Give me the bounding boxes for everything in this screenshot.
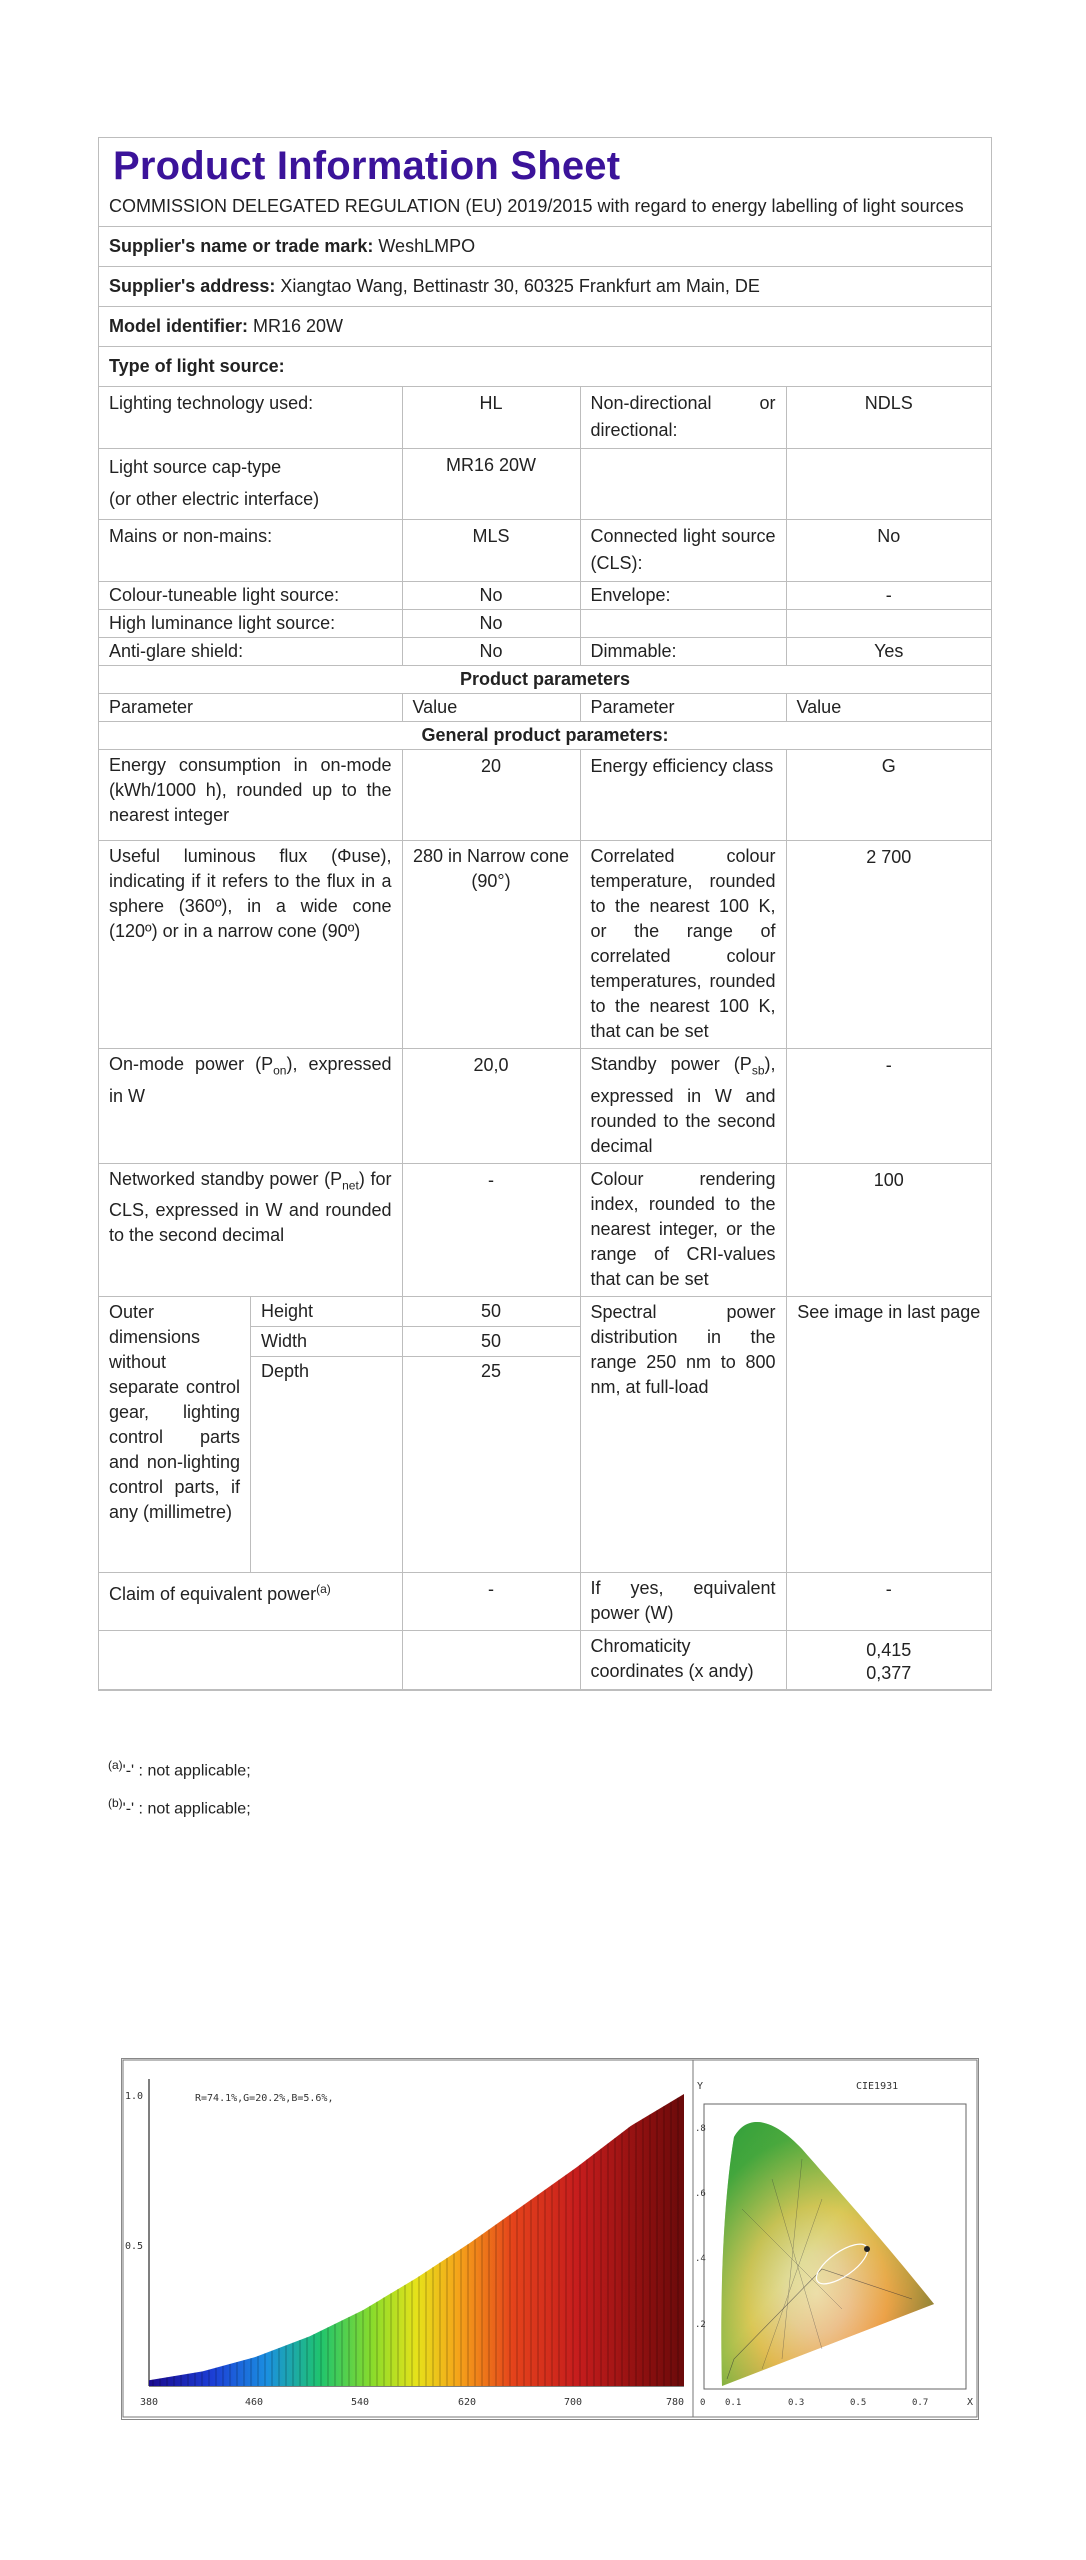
- cie-x-tick: 0.3: [788, 2398, 805, 2408]
- param-value: -: [786, 1049, 991, 1164]
- table-row: [99, 582, 991, 610]
- param-label: Correlated colour temperature, rounded to the nearest 100 K, or the range of correlated colour temperatures, rounded to the nearest 100 K, that can be set: [580, 841, 786, 1049]
- column-header-parameter: Parameter: [99, 694, 402, 722]
- supplier-name-label: Supplier's name or trade mark:: [109, 236, 374, 256]
- param-label: [99, 1163, 402, 1296]
- table-row: [99, 638, 991, 666]
- product-information-sheet: [98, 137, 992, 1691]
- param-value: MLS: [402, 520, 580, 582]
- onmode-subscript: on: [273, 1063, 287, 1078]
- cie-y-tick: .6: [695, 2189, 706, 2199]
- footnote: [108, 1787, 251, 1825]
- param-label: High luminance light source:: [99, 610, 402, 638]
- param-value: -: [786, 582, 991, 610]
- networked-label-a: Networked standby power (P: [109, 1168, 343, 1189]
- param-label: Colour rendering index, rounded to the nearest integer, or the range of CRI-values that can be set: [580, 1163, 786, 1296]
- claim-label: Claim of equivalent power: [109, 1583, 317, 1604]
- x-tick-label: 700: [564, 2397, 583, 2408]
- supplier-address-label: Supplier's address:: [109, 276, 276, 296]
- footnote-marker: (b): [108, 1796, 123, 1811]
- param-value: 100: [786, 1163, 991, 1296]
- table-row: [99, 1296, 991, 1572]
- spectrum-and-cie-svg: [122, 2059, 978, 2419]
- cie-x-tick: 0: [700, 2398, 706, 2408]
- param-label: Light source cap-type (or other electric interface): [99, 449, 402, 520]
- dimensions-values-cell: [402, 1296, 580, 1572]
- supplier-address-value: Xiangtao Wang, Bettinastr 30, 60325 Frankfurt am Main, DE: [280, 276, 760, 296]
- table-row: [99, 610, 991, 638]
- standby-label-a: Standby power (P: [590, 1054, 752, 1074]
- table-row: [99, 1572, 991, 1630]
- footnote-text: '-' : not applicable;: [122, 1762, 251, 1780]
- param-value: No: [402, 638, 580, 666]
- onmode-label-a: On-mode power (P: [109, 1054, 274, 1074]
- chromaticity-y: 0,377: [866, 1662, 912, 1683]
- model-identifier-value: MR16 20W: [253, 316, 344, 336]
- param-label: [580, 610, 786, 638]
- spectrum-figure: [121, 2058, 979, 2420]
- type-heading: Type of light source:: [109, 356, 285, 376]
- height-value: 50: [403, 1297, 580, 1327]
- cie-y-label: Y: [697, 2081, 704, 2092]
- column-header-value: Value: [402, 694, 580, 722]
- cie-x-tick: 0.1: [725, 2398, 742, 2408]
- param-label: Colour-tuneable light source:: [99, 582, 402, 610]
- chromaticity-x: 0,415: [866, 1639, 912, 1660]
- param-label: [99, 1572, 402, 1630]
- height-label: Height: [251, 1297, 402, 1327]
- param-label: [580, 1049, 786, 1164]
- model-identifier-row: [99, 306, 991, 346]
- onmode-label-b: ), expressed in W: [109, 1054, 392, 1106]
- type-heading-row: [99, 346, 991, 386]
- footnote-marker: (a): [108, 1758, 123, 1772]
- supplier-name-row: [99, 226, 991, 266]
- param-value: 280 in Narrow cone (90°): [402, 841, 580, 1049]
- product-parameters-heading: Product parameters: [99, 666, 991, 694]
- cie-point-marker: [864, 2246, 870, 2252]
- standby-subscript: sb: [751, 1063, 765, 1078]
- dimensions-subtable: [99, 1297, 402, 1572]
- y-tick-label: 1.0: [125, 2091, 144, 2102]
- model-identifier-label: Model identifier:: [109, 316, 248, 336]
- param-label: Anti-glare shield:: [99, 638, 402, 666]
- param-value: 20,0: [402, 1049, 580, 1164]
- supplier-address-row: [99, 266, 991, 306]
- width-label: Width: [251, 1326, 402, 1356]
- depth-label: Depth: [261, 1360, 310, 1381]
- footnotes: [108, 1749, 251, 1826]
- rgb-readout: R=74.1%,G=20.2%,B=5.6%,: [195, 2093, 334, 2104]
- column-header-row: [99, 694, 991, 722]
- param-value: -: [402, 1572, 580, 1630]
- networked-subscript: net: [342, 1178, 359, 1193]
- param-label: Lighting technology used:: [99, 387, 402, 449]
- footnote-text: '-' : not applicable;: [122, 1800, 251, 1818]
- column-header-parameter: Parameter: [580, 694, 786, 722]
- standby-label-b: ), expressed in W and rounded to the second decimal: [590, 1054, 776, 1156]
- general-parameters-heading: General product parameters:: [99, 722, 991, 750]
- networked-label-b: ) for CLS, expressed in W and rounded to the second decimal: [109, 1168, 392, 1246]
- cie-x-label: X: [967, 2397, 974, 2408]
- cie-y-tick: .4: [695, 2254, 706, 2264]
- table-row: [99, 387, 991, 449]
- param-value: NDLS: [786, 387, 991, 449]
- param-label: Non-directional or directional:: [580, 387, 786, 449]
- param-value: G: [786, 750, 991, 841]
- column-header-value: Value: [786, 694, 991, 722]
- param-value: No: [786, 520, 991, 582]
- regulation-text: COMMISSION DELEGATED REGULATION (EU) 2019/2015 with regard to energy labelling of light sources: [109, 196, 964, 216]
- param-value: No: [402, 610, 580, 638]
- claim-superscript: (a): [316, 1581, 331, 1596]
- cie-x-tick: 0.7: [912, 2398, 929, 2408]
- param-label: [99, 1049, 402, 1164]
- cie-x-tick: 0.5: [850, 2398, 867, 2408]
- x-tick-label: 460: [245, 2397, 264, 2408]
- param-value: Yes: [786, 638, 991, 666]
- param-label: Useful luminous flux (Φuse), indicating if it refers to the flux in a sphere (360º), in a wide cone (120º) or in a narrow cone (90º): [99, 841, 402, 1049]
- param-value: -: [786, 1572, 991, 1630]
- cie-title: CIE1931: [856, 2081, 899, 2092]
- param-label: Connected light source (CLS):: [580, 520, 786, 582]
- empty-cell: [99, 1630, 402, 1689]
- param-value: -: [402, 1163, 580, 1296]
- param-label: Energy consumption in on-mode (kWh/1000 h), rounded up to the nearest integer: [99, 750, 402, 841]
- param-label: Dimmable:: [580, 638, 786, 666]
- param-label: Spectral power distribution in the range 250 nm to 800 nm, at full-load: [580, 1296, 786, 1572]
- param-label: Envelope:: [580, 582, 786, 610]
- table-row: [99, 1630, 991, 1689]
- cie-y-tick: .8: [695, 2124, 706, 2134]
- param-value: 20: [402, 750, 580, 841]
- table-row: [99, 1163, 991, 1296]
- x-tick-label: 380: [140, 2397, 159, 2408]
- depth-value: 25: [480, 1360, 502, 1381]
- param-label: [580, 449, 786, 520]
- param-label: Outer dimensions without separate control gear, lighting control parts and non-lighting control parts, if any (millimetre): [99, 1297, 251, 1572]
- param-label: Energy efficiency class: [580, 750, 786, 841]
- param-value: HL: [402, 387, 580, 449]
- table-row: [99, 841, 991, 1049]
- table-row: [99, 449, 991, 520]
- table-row: [99, 1049, 991, 1164]
- footnote: [108, 1749, 251, 1787]
- section-heading-row: [99, 666, 991, 694]
- cie-y-tick: .2: [695, 2320, 706, 2330]
- section-heading-row: [99, 722, 991, 750]
- width-value: 50: [403, 1327, 580, 1357]
- dimensions-cell: [99, 1296, 402, 1572]
- param-value: See image in last page: [786, 1296, 991, 1572]
- x-tick-label: 780: [666, 2397, 685, 2408]
- param-value: 2 700: [786, 841, 991, 1049]
- param-value: [786, 610, 991, 638]
- param-value: No: [402, 582, 580, 610]
- empty-cell: [402, 1630, 580, 1689]
- x-tick-label: 540: [351, 2397, 370, 2408]
- param-label: Chromaticity coordinates (x andy): [580, 1630, 786, 1689]
- y-tick-label: 0.5: [125, 2241, 144, 2252]
- table-row: [99, 750, 991, 841]
- table-row: [99, 520, 991, 582]
- param-value: [786, 449, 991, 520]
- page-title: Product Information Sheet: [113, 144, 621, 188]
- param-label: If yes, equivalent power (W): [580, 1572, 786, 1630]
- chromaticity-values: [786, 1630, 991, 1689]
- x-tick-label: 620: [458, 2397, 477, 2408]
- param-value: MR16 20W: [402, 449, 580, 520]
- parameters-table: [99, 386, 991, 1690]
- param-label: Mains or non-mains:: [99, 520, 402, 582]
- supplier-name-value: WeshLMPO: [378, 236, 476, 256]
